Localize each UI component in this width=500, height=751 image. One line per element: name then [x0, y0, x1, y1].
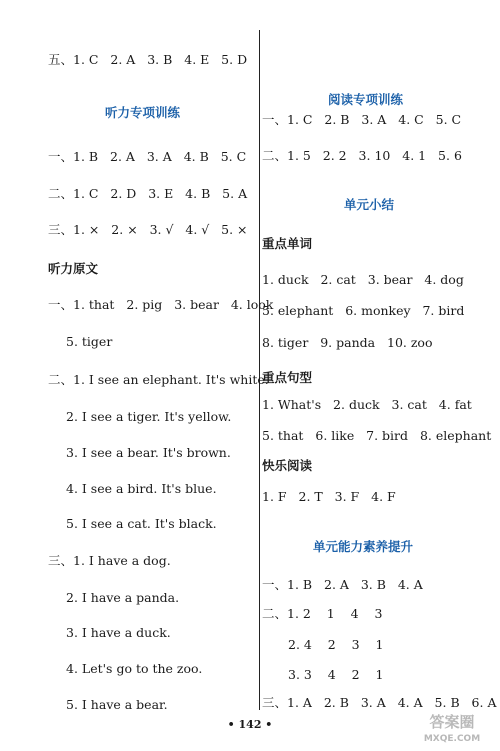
answer-line: 4. I see a bird. It's blue.	[66, 481, 217, 496]
column-divider	[259, 30, 260, 710]
section-heading-listening: 听力专项训练	[105, 105, 181, 120]
answer-line: 5. elephant 6. monkey 7. bird	[262, 303, 465, 318]
answer-line: 三、1. × 2. × 3. √ 4. √ 5. ×	[48, 222, 248, 237]
answer-line: 二、1. 2 1 4 3	[262, 606, 383, 621]
answer-line: 2. I have a panda.	[66, 590, 180, 605]
answer-line: 5. tiger	[66, 334, 113, 349]
section-heading-unit-summary: 单元小结	[344, 197, 395, 212]
answer-line: 5. I see a cat. It's black.	[66, 516, 217, 531]
answer-line: 一、1. B 2. A 3. B 4. A	[262, 577, 423, 592]
subheading-happy-reading: 快乐阅读	[262, 458, 313, 473]
answer-line: 5. I have a bear.	[66, 697, 168, 712]
answer-line: 一、1. C 2. B 3. A 4. C 5. C	[262, 112, 462, 127]
answer-line: 1. F 2. T 3. F 4. F	[262, 489, 396, 504]
watermark-text-url: MXQE.COM	[423, 734, 481, 744]
answer-line: 1. What's 2. duck 3. cat 4. fat	[262, 397, 472, 412]
page-number: • 142 •	[227, 718, 273, 731]
answer-line: 4. Let's go to the zoo.	[66, 661, 203, 676]
answer-line: 三、1. I have a dog.	[48, 553, 171, 568]
subheading-key-words: 重点单词	[262, 236, 313, 251]
section-heading-unit-ability: 单元能力素养提升	[313, 539, 414, 554]
answer-line: 三、1. A 2. B 3. A 4. A 5. B 6. A	[262, 695, 497, 710]
watermark-logo-icon	[410, 709, 494, 747]
answer-line: 5. that 6. like 7. bird 8. elephant	[262, 428, 492, 443]
answer-line: 一、1. B 2. A 3. A 4. B 5. C	[48, 149, 247, 164]
answer-line: 二、1. C 2. D 3. E 4. B 5. A	[48, 186, 248, 201]
answer-line: 一、1. that 2. pig 3. bear 4. look	[48, 297, 274, 312]
answer-line: 3. 3 4 2 1	[288, 667, 384, 682]
answer-line: 2. 4 2 3 1	[288, 637, 384, 652]
answer-line: 3. I see a bear. It's brown.	[66, 445, 231, 460]
answer-line: 二、1. I see an elephant. It's white.	[48, 372, 269, 387]
subheading-key-sentences: 重点句型	[262, 370, 313, 385]
section-heading-reading: 阅读专项训练	[328, 92, 404, 107]
watermark-text-main: 答案圈	[429, 713, 475, 731]
answer-line: 8. tiger 9. panda 10. zoo	[262, 335, 433, 350]
subheading-transcript: 听力原文	[48, 261, 99, 276]
answer-line: 五、1. C 2. A 3. B 4. E 5. D	[48, 52, 248, 67]
answer-line: 2. I see a tiger. It's yellow.	[66, 409, 232, 424]
answer-line: 二、1. 5 2. 2 3. 10 4. 1 5. 6	[262, 148, 462, 163]
answer-line: 3. I have a duck.	[66, 625, 171, 640]
answer-line: 1. duck 2. cat 3. bear 4. dog	[262, 272, 464, 287]
